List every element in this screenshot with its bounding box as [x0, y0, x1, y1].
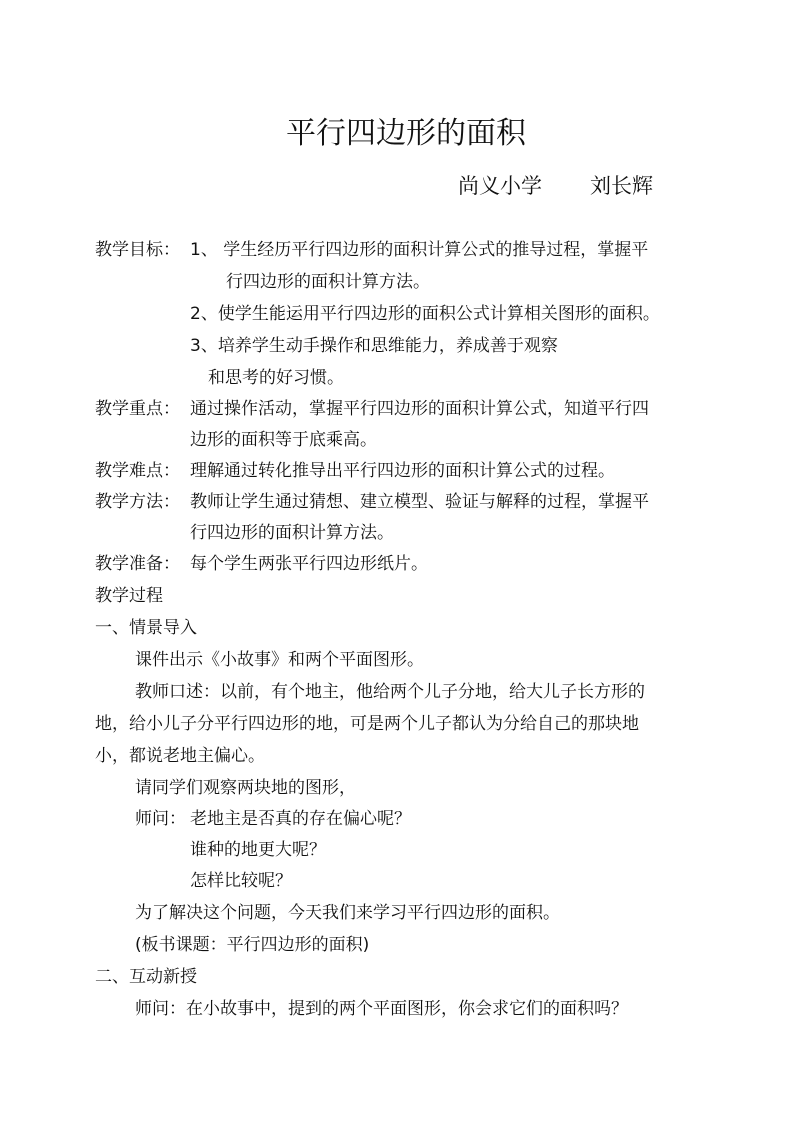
section-2-heading: 二、互动新授 — [95, 967, 197, 987]
section-1-paragraph-2-line-1: 教师口述：以前，有个地主，他给两个儿子分地，给大儿子长方形的 — [135, 682, 645, 702]
goals-label: 教学目标： — [95, 240, 180, 260]
section-1-blackboard-note: (板书课题：平行四边形的面积) — [135, 935, 370, 955]
goal-3-line-1: 3、培养学生动手操作和思维能力，养成善于观察 — [190, 336, 558, 356]
school-name: 尚义小学 — [458, 174, 542, 198]
section-1-heading: 一、情景导入 — [95, 618, 197, 638]
section-1-paragraph-2-line-2: 地，给小儿子分平行四边形的地，可是两个儿子都认为分给自己的那块地 — [95, 714, 639, 734]
key-points-line-2: 边形的面积等于底乘高。 — [190, 430, 377, 450]
method-line-2: 行四边形的面积计算方法。 — [190, 523, 394, 543]
preparation-text: 每个学生两张平行四边形纸片。 — [190, 554, 428, 574]
teacher-question-3: 怎样比较呢？ — [190, 871, 292, 891]
author-name: 刘长辉 — [590, 174, 653, 198]
key-points-label: 教学重点： — [95, 399, 180, 419]
preparation-label: 教学准备： — [95, 554, 180, 574]
difficulty-text: 理解通过转化推导出平行四边形的面积计算公式的过程。 — [190, 461, 615, 481]
section-2-paragraph-1: 师问：在小故事中，提到的两个平面图形，你会求它们的面积吗？ — [135, 999, 628, 1019]
method-label: 教学方法： — [95, 492, 180, 512]
page-title: 平行四边形的面积 — [286, 116, 526, 151]
teacher-question-1: 老地主是否真的存在偏心呢？ — [190, 809, 411, 829]
goal-1-line-1: 1、 学生经历平行四边形的面积计算公式的推导过程，掌握平 — [190, 240, 649, 260]
teacher-question-2: 谁种的地更大呢？ — [190, 840, 326, 860]
section-1-paragraph-4: 为了解决这个问题，今天我们来学习平行四边形的面积。 — [135, 903, 560, 923]
process-heading: 教学过程 — [95, 586, 163, 606]
section-1-paragraph-3: 请同学们观察两块地的图形， — [135, 778, 356, 798]
goal-1-line-2: 行四边形的面积计算方法。 — [226, 272, 430, 292]
goal-3-line-2: 和思考的好习惯。 — [208, 368, 344, 388]
goal-2: 2、使学生能运用平行四边形的面积公式计算相关图形的面积。 — [190, 304, 660, 324]
key-points-line-1: 通过操作活动，掌握平行四边形的面积计算公式，知道平行四 — [190, 399, 649, 419]
difficulty-label: 教学难点： — [95, 461, 180, 481]
section-1-paragraph-1: 课件出示《小故事》和两个平面图形。 — [135, 650, 424, 670]
method-line-1: 教师让学生通过猜想、建立模型、验证与解释的过程，掌握平 — [190, 492, 649, 512]
teacher-question-label: 师问： — [135, 809, 186, 829]
section-1-paragraph-2-line-3: 小，都说老地主偏心。 — [95, 746, 265, 766]
